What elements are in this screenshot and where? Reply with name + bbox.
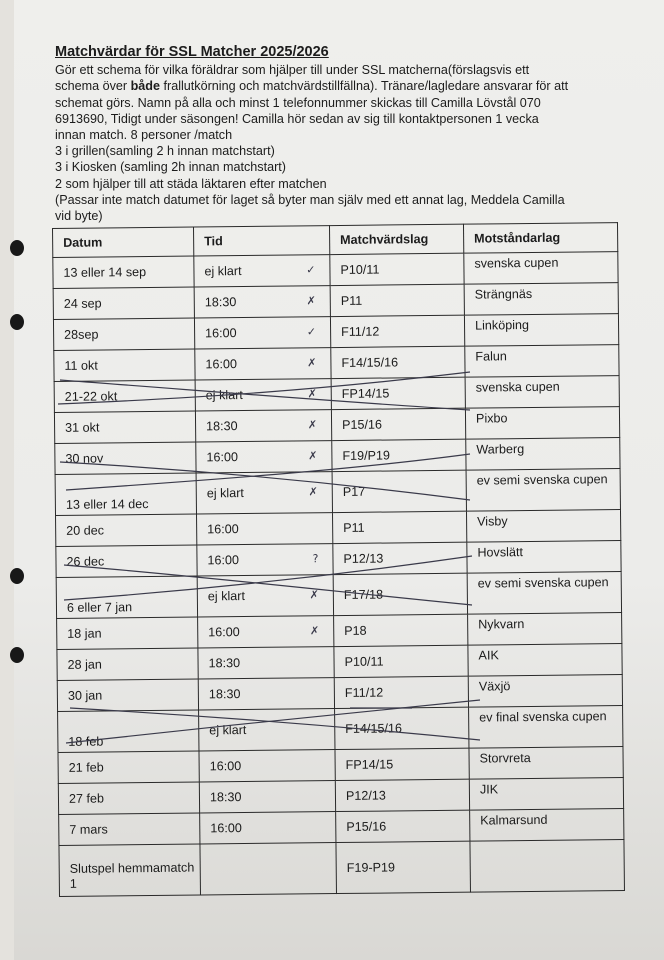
cell-host-team: F14/15/16 bbox=[331, 346, 465, 378]
cell-opponent: svenska cupen bbox=[464, 252, 618, 285]
cell-time bbox=[195, 410, 331, 442]
time-text: ej klart bbox=[206, 486, 244, 501]
cell-opponent: AIK bbox=[468, 644, 622, 677]
cell-date: 6 eller 7 jan bbox=[56, 576, 197, 618]
time-text: 18:30 bbox=[206, 419, 238, 434]
time-text: 16:00 bbox=[206, 450, 238, 465]
cell-date: 20 dec bbox=[56, 514, 197, 546]
cell-date: 21 feb bbox=[58, 751, 199, 783]
cell-host-team: FP14/15 bbox=[335, 748, 469, 780]
cell-opponent: JIK bbox=[469, 778, 623, 811]
intro-line: 2 som hjälper till att städa läktaren efter matchen bbox=[55, 176, 327, 191]
cell-date: 30 nov bbox=[55, 442, 196, 474]
handwritten-mark: ✗ bbox=[307, 418, 318, 432]
time-text: 18:30 bbox=[208, 687, 241, 702]
cell-opponent: ev semi svenska cupen bbox=[467, 572, 621, 615]
header-date: Datum bbox=[53, 227, 194, 257]
cell-opponent: Storvreta bbox=[469, 747, 623, 780]
time-text: 16:00 bbox=[207, 522, 239, 537]
time-text: 16:00 bbox=[210, 821, 242, 836]
cell-date: 28sep bbox=[53, 318, 194, 350]
cell-date: 30 jan bbox=[57, 679, 198, 711]
cell-host-team: F11/12 bbox=[330, 315, 464, 347]
table-row bbox=[56, 572, 621, 619]
cell-date: 11 okt bbox=[54, 349, 195, 381]
cell-date: 13 eller 14 dec bbox=[55, 473, 196, 515]
instructions bbox=[55, 44, 595, 224]
cell-time bbox=[198, 647, 334, 679]
cell-date: 28 jan bbox=[57, 648, 198, 680]
intro-line: 6913690, Tidigt under säsongen! Camilla hör sedan av sig till kontaktpersonen 1 vecka bbox=[55, 111, 539, 126]
intro-line: innan match. 8 personer /match bbox=[55, 128, 233, 143]
cell-time bbox=[196, 472, 332, 514]
handwritten-mark: ✗ bbox=[306, 294, 316, 308]
cell-opponent: Linköping bbox=[464, 314, 618, 347]
intro-line: (Passar inte match datumet för laget så byter man själv med ett annat lag, Meddela Camilla bbox=[55, 192, 565, 207]
cell-opponent bbox=[470, 840, 625, 893]
cell-time bbox=[198, 678, 334, 710]
punch-hole bbox=[10, 314, 24, 330]
time-text: ej klart bbox=[207, 588, 246, 604]
handwritten-mark: ✗ bbox=[309, 624, 320, 638]
cell-time bbox=[195, 348, 331, 380]
cell-time bbox=[194, 255, 330, 287]
handwritten-mark: ✗ bbox=[309, 588, 319, 602]
cell-opponent: Falun bbox=[465, 345, 619, 378]
cell-host-team: P12/13 bbox=[335, 779, 469, 811]
cell-date: 13 eller 14 sep bbox=[53, 256, 194, 288]
cell-date: 26 dec bbox=[56, 545, 197, 577]
cell-opponent: Hovslätt bbox=[467, 541, 621, 574]
cell-host-team: P18 bbox=[334, 614, 468, 646]
cell-time bbox=[197, 575, 333, 617]
cell-opponent: ev final svenska cupen bbox=[469, 706, 623, 749]
intro-line bbox=[55, 78, 595, 94]
cell-time bbox=[195, 379, 331, 411]
schedule-table bbox=[52, 222, 625, 897]
cell-host-team: P15/16 bbox=[331, 408, 465, 440]
cell-host-team: P17 bbox=[332, 470, 466, 512]
intro-bold-text: både bbox=[130, 79, 160, 94]
cell-opponent: Strängnäs bbox=[464, 283, 618, 316]
time-text: 16:00 bbox=[208, 625, 240, 640]
time-text: 16:00 bbox=[209, 759, 242, 774]
document-title: Matchvärdar för SSL Matcher 2025/2026 bbox=[55, 44, 329, 60]
cell-time bbox=[197, 513, 333, 545]
cell-time bbox=[194, 317, 330, 349]
intro-text: Tränare/lagledare ansvarar för att bbox=[380, 79, 569, 94]
table-row bbox=[59, 840, 625, 897]
handwritten-mark: ✗ bbox=[308, 485, 318, 499]
cell-host-team: P11 bbox=[332, 511, 466, 543]
cell-opponent: Växjö bbox=[468, 675, 622, 708]
cell-host-team: P15/16 bbox=[336, 810, 470, 842]
cell-date: 18 feb bbox=[58, 710, 199, 752]
time-text: ej klart bbox=[209, 722, 247, 738]
cell-time bbox=[194, 286, 330, 318]
time-text: ej klart bbox=[204, 264, 242, 279]
header-time: Tid bbox=[193, 226, 329, 256]
cell-host-team: FP14/15 bbox=[331, 377, 465, 409]
cell-host-team: P11 bbox=[330, 284, 464, 316]
handwritten-mark: ✗ bbox=[308, 449, 318, 463]
punch-hole bbox=[10, 647, 24, 663]
punch-hole bbox=[10, 240, 24, 256]
handwritten-mark: ✓ bbox=[306, 263, 316, 277]
cell-time bbox=[198, 616, 334, 648]
cell-opponent: svenska cupen bbox=[465, 376, 619, 409]
time-text: 18:30 bbox=[208, 656, 241, 671]
intro-line: Gör ett schema för vilka föräldrar som hjälper till under SSL matcherna(förslagsvis ett bbox=[55, 63, 530, 78]
cell-date: 21-22 okt bbox=[54, 380, 195, 412]
table-row bbox=[55, 469, 620, 516]
time-text: 16:00 bbox=[207, 553, 240, 568]
cell-opponent: Nykvarn bbox=[468, 613, 622, 646]
cell-host-team: P10/11 bbox=[334, 645, 468, 677]
cell-time bbox=[199, 709, 335, 751]
cell-date: 27 feb bbox=[58, 782, 199, 814]
cell-host-team: F11/12 bbox=[334, 676, 468, 708]
handwritten-mark: ✗ bbox=[307, 356, 317, 370]
cell-host-team: P12/13 bbox=[333, 542, 467, 574]
time-text: ej klart bbox=[205, 388, 243, 403]
intro-line: schemat görs. Namn på alla och minst 1 telefonnummer skickas till Camilla Lövstål 070 bbox=[55, 95, 541, 110]
cell-time bbox=[199, 750, 335, 782]
cell-date: Slutspel hemmamatch 1 bbox=[59, 844, 201, 896]
handwritten-mark: ? bbox=[312, 552, 319, 566]
intro-text: schema över bbox=[55, 79, 131, 94]
cell-date: 31 okt bbox=[54, 411, 195, 443]
intro-text: frallutkörning och matchvärdstillfällna). bbox=[160, 79, 381, 94]
cell-opponent: Warberg bbox=[466, 438, 620, 471]
cell-host-team: P10/11 bbox=[330, 253, 464, 285]
cell-time bbox=[200, 812, 336, 844]
cell-opponent: ev semi svenska cupen bbox=[466, 469, 620, 512]
cell-host-team: F17/18 bbox=[333, 573, 467, 615]
cell-date: 18 jan bbox=[57, 617, 198, 649]
time-text: 16:00 bbox=[205, 357, 238, 372]
time-text: 18:30 bbox=[209, 790, 242, 805]
cell-opponent: Pixbo bbox=[465, 407, 619, 440]
cell-host-team: F19/P19 bbox=[332, 439, 466, 471]
cell-host-team: F19-P19 bbox=[336, 841, 471, 893]
header-team: Matchvärdslag bbox=[329, 224, 463, 254]
cell-time bbox=[196, 441, 332, 473]
cell-date: 7 mars bbox=[59, 813, 200, 845]
intro-line: vid byte) bbox=[55, 209, 103, 224]
cell-opponent: Kalmarsund bbox=[470, 809, 624, 842]
handwritten-mark: ✓ bbox=[306, 325, 317, 339]
cell-date: 24 sep bbox=[53, 287, 194, 319]
table-row bbox=[58, 706, 623, 753]
cell-time bbox=[199, 781, 335, 813]
handwritten-mark: ✗ bbox=[307, 387, 317, 401]
punch-hole bbox=[10, 568, 24, 584]
cell-opponent: Visby bbox=[466, 510, 620, 543]
cell-host-team: F14/15/16 bbox=[335, 707, 469, 749]
intro-line: 3 i grillen(samling 2 h innan matchstart) bbox=[55, 144, 275, 159]
header-opponent: Motståndarlag bbox=[463, 223, 617, 254]
intro-line: 3 i Kiosken (samling 2h innan matchstart) bbox=[55, 160, 286, 175]
time-text: 16:00 bbox=[205, 326, 237, 341]
time-text: 18:30 bbox=[204, 295, 237, 310]
cell-time bbox=[197, 544, 333, 576]
cell-time bbox=[200, 843, 337, 895]
